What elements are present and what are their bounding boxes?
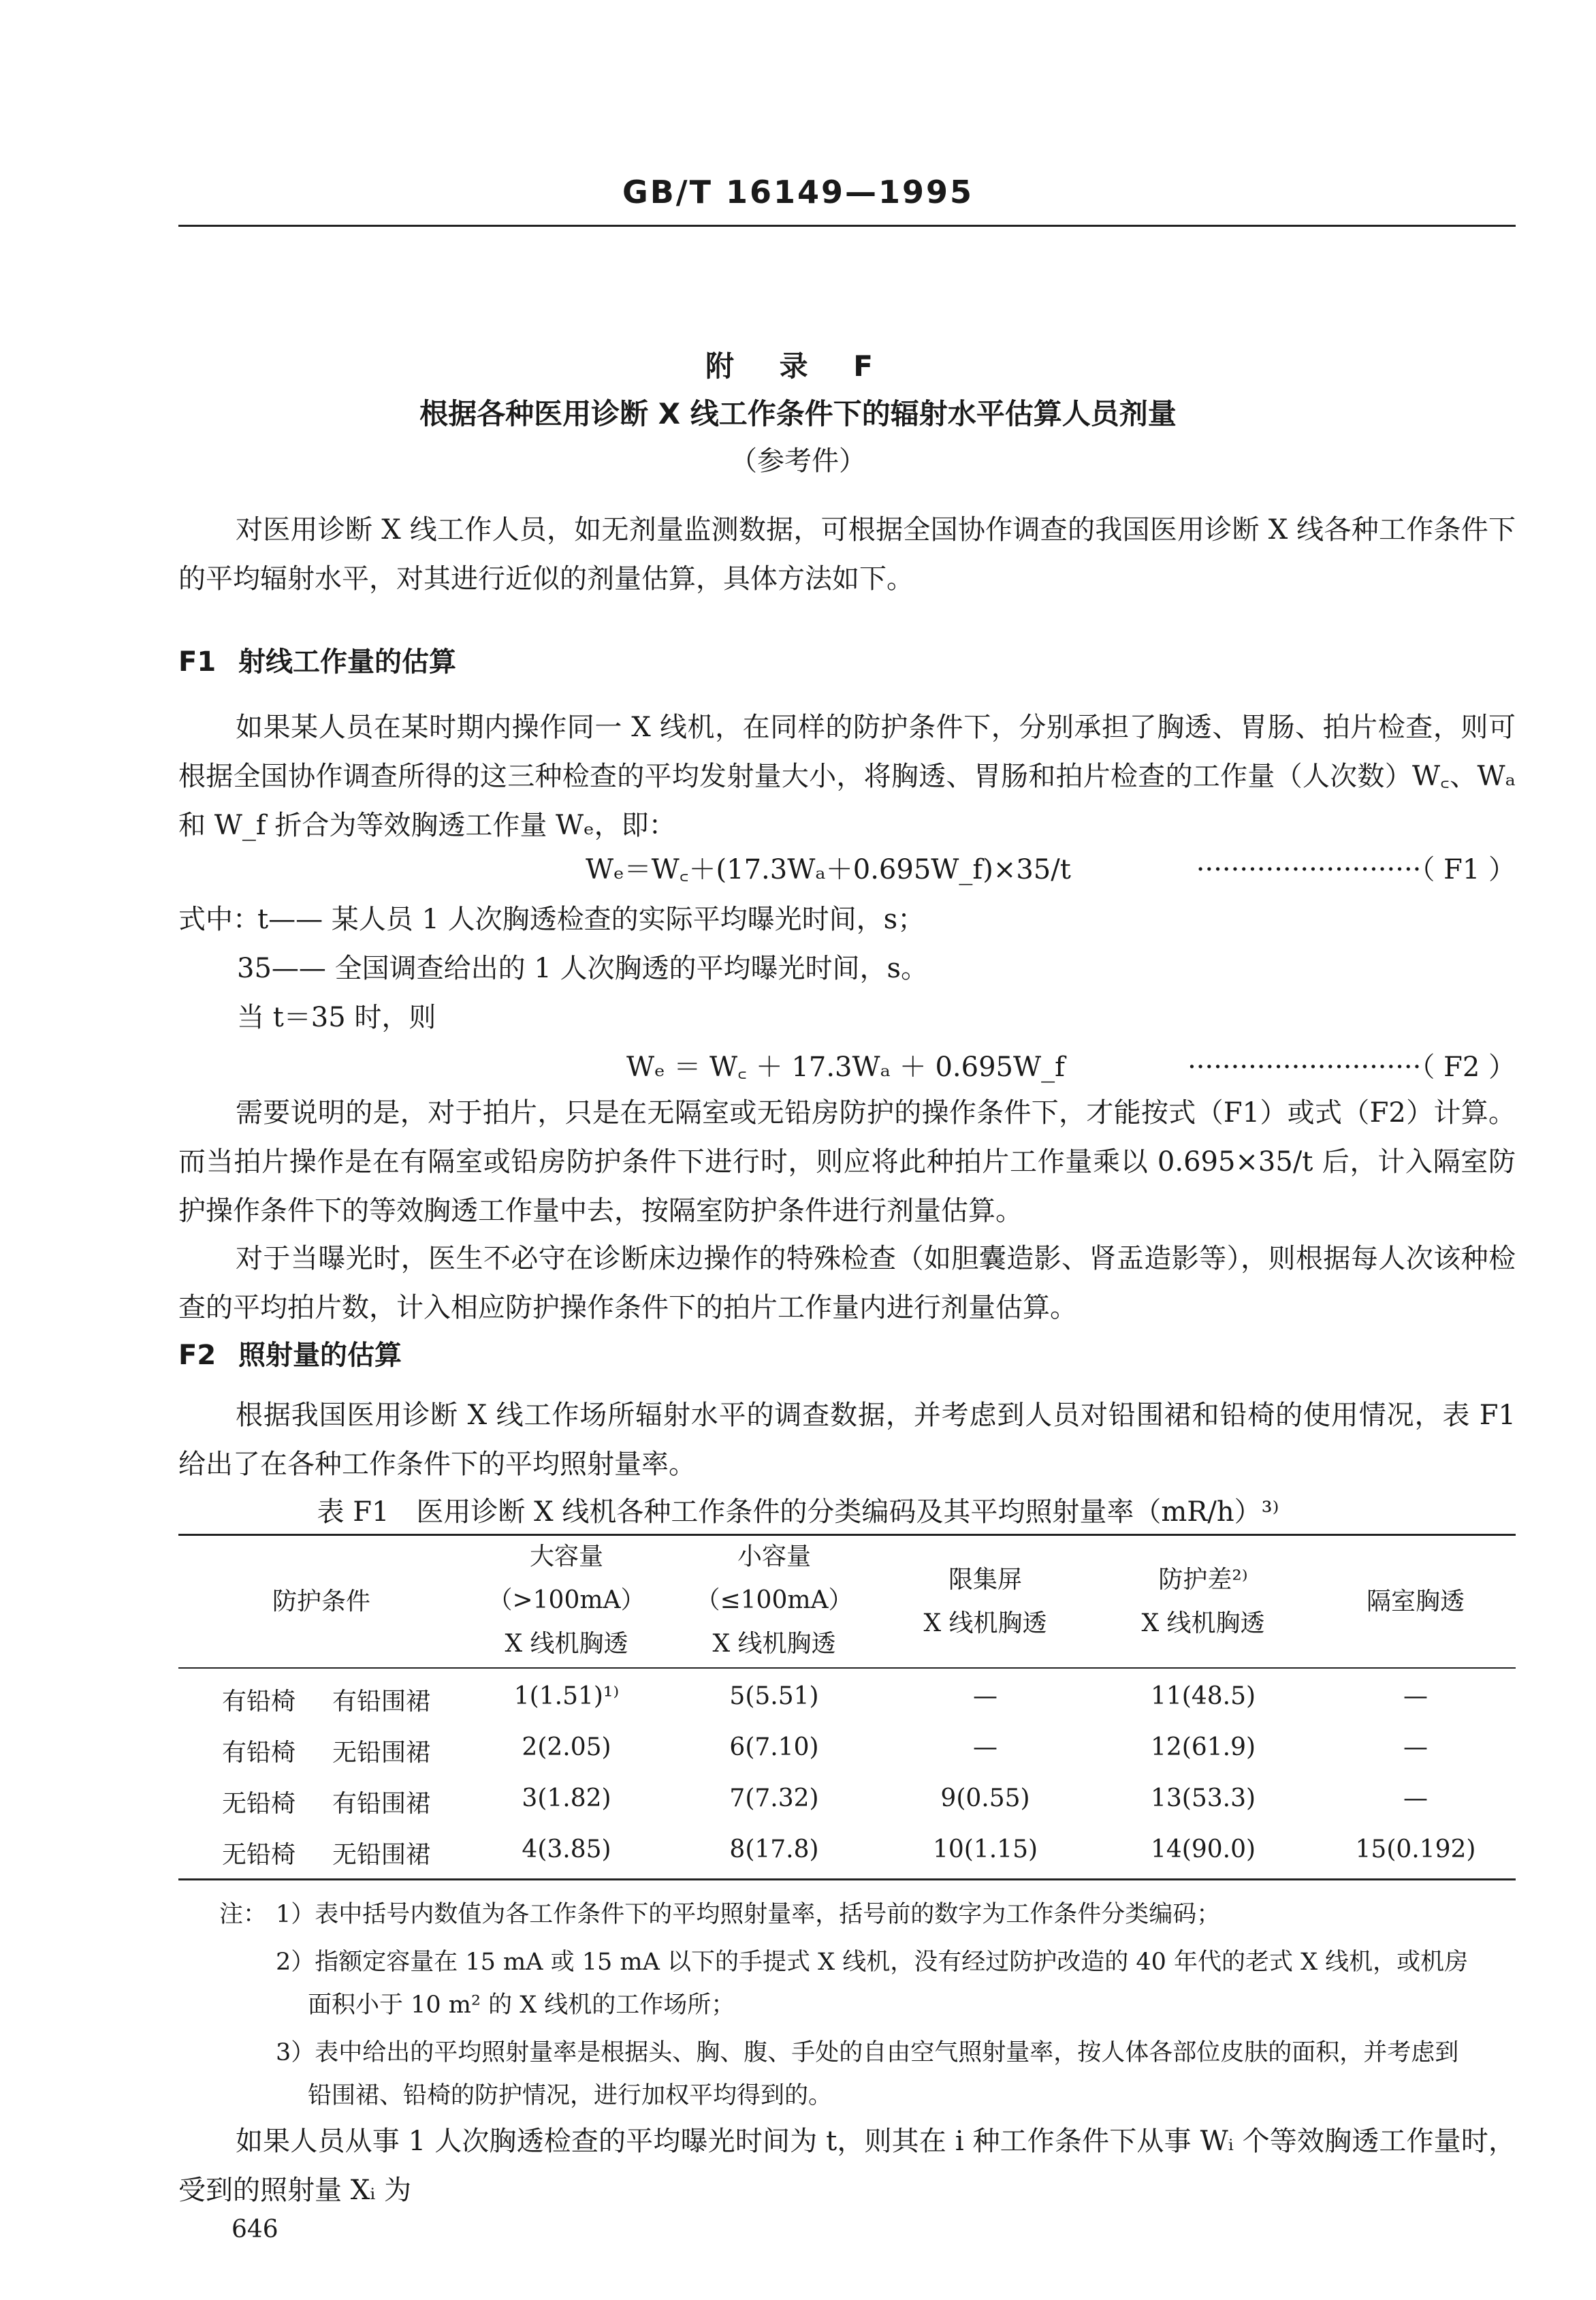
f1-paragraph-3: 对于当曝光时，医生不必守在诊断床边操作的特殊检查（如胆囊造影、肾盂造影等），则根据每人次该种检查的平均拍片数，计入相应防护操作条件下的拍片工作量内进行剂量估算。 [178, 1243, 1516, 1323]
standard-header: GB/T 16149—1995 [622, 174, 974, 210]
intro-paragraph: 对医用诊断 X 线工作人员，如无剂量监测数据，可根据全国协作调查的我国医用诊断 X 线各种工作条件下的平均辐射水平，对其进行近似的剂量估算，具体方法如下。 [178, 514, 1516, 595]
table-caption: 表 F1 医用诊断 X 线机各种工作条件的分类编码及其平均照射量率（mR/h）³⁾ [317, 1496, 1279, 1528]
section-f2-heading [178, 1334, 402, 1372]
note-3-line-1: 3）表中给出的平均照射量率是根据头、胸、腹、手处的自由空气照射量率，按人体各部位皮肤的面积，并考虑到 [276, 2039, 1459, 2066]
formula-f1-body: Wₑ＝W꜀＋(17.3Wₐ＋0.695W_f)×35/t [586, 854, 1071, 885]
header-small-capacity: 小容量 （≤100mA） X 线机胸透 [695, 1543, 853, 1658]
table-header-rule [178, 1667, 1516, 1669]
notes-label: 注： [219, 1901, 268, 1928]
formula-f2 [626, 1045, 1516, 1084]
f1-paragraph-2: 需要说明的是，对于拍片，只是在无隔室或无铅房防护的操作条件下，才能按式（F1）或式（F2）计算。而当拍片操作是在有隔室或铅房防护条件下进行时，则应将此种拍片工作量乘以 0.695×35/t 后，计入隔室防护操作条件下的等效胸透工作量中去，按隔室防护条件进行剂量估算。 [178, 1097, 1516, 1227]
note-3-line-2: 铅围裙、铅椅的防护情况，进行加权平均得到的。 [308, 2082, 833, 2109]
where-35: 35—— 全国调查给出的 1 人次胸透的平均曝光时间，s。 [237, 953, 929, 984]
condition-line: 当 t＝35 时，则 [237, 1002, 436, 1033]
f1-paragraph-1: 如果某人员在某时期内操作同一 X 线机，在同样的防护条件下，分别承担了胸透、胃肠、拍片检查，则可根据全国协作调查所得的这三种检查的平均发射量大小，将胸透、胃肠和拍片检查的工作量（人次数）W꜀、Wₐ 和 W_f 折合为等效胸透工作量 Wₑ，即： [178, 712, 1516, 841]
note-2-line-1: 2）指额定容量在 15 mA 或 15 mA 以下的手提式 X 线机，没有经过防护改造的 40 年代的老式 X 线机，或机房 [276, 1949, 1469, 1976]
section-number: F2 [178, 1340, 217, 1371]
formula-f1 [586, 848, 1516, 887]
note-2-line-2: 面积小于 10 m² 的 X 线机的工作场所； [308, 1991, 735, 2019]
section-number: F1 [178, 646, 217, 678]
note-1: 1）表中括号内数值为各工作条件下的平均照射量率，括号前的数字为工作条件分类编码； [276, 1901, 1221, 1928]
header-protection: 防护条件 [272, 1588, 370, 1616]
header-poor-protection: 防护差²⁾ X 线机胸透 [1141, 1566, 1265, 1637]
where-label: 式中： [178, 904, 260, 935]
page-number: 646 [232, 2216, 278, 2243]
header-large-capacity: 大容量 （>100mA） X 线机胸透 [488, 1543, 645, 1658]
formula-f1-tag: ··························（ F1 ） [1196, 854, 1516, 885]
appendix-type: （参考件） [730, 445, 866, 477]
section-title: 射线工作量的估算 [238, 646, 456, 678]
header-rule [178, 225, 1516, 227]
formula-f2-tag: ···························（ F2 ） [1187, 1052, 1516, 1083]
section-title: 照射量的估算 [238, 1340, 402, 1371]
formula-f2-body: Wₑ ＝ W꜀ ＋ 17.3Wₐ ＋ 0.695W_f [626, 1052, 1065, 1083]
f2-paragraph-1: 根据我国医用诊断 X 线工作场所辐射水平的调查数据，并考虑到人员对铅围裙和铅椅的使用情况，表 F1 给出了在各种工作条件下的平均照射量率。 [178, 1400, 1516, 1480]
header-limited-screen: 限集屏 X 线机胸透 [923, 1566, 1047, 1637]
where-t: t—— 某人员 1 人次胸透检查的实际平均曝光时间，s； [257, 904, 925, 935]
table-bottom-rule [178, 1878, 1516, 1880]
appendix-subtitle: 根据各种医用诊断 X 线工作条件下的辐射水平估算人员剂量 [419, 397, 1177, 430]
document-page: GB/T 16149—1995 附 录 F 根据各种医用诊断 X 线工作条件下的辐射水平估算人员剂量 （参考件） 对医用诊断 X 线工作人员，如无剂量监测数据，可根据全国协作调查的我国医用诊断 X 线各种工作条件下的平均辐射水平，对其进行近似的剂量估算，具体方法如下。 F1 射线工作量的估算 如果某人员在某时期内操作同一 X 线机，在同样的防护条件下，分别承担了胸透、胃肠、拍片检查，则可根据全国协作调查所得的这三种检查的平均发射量大小，将胸透、胃肠和拍片检查的工作量（人次数）W꜀、Wₐ 和 W_f 折合为等效胸透工作量 Wₑ，即： Wₑ＝W꜀＋(17.3Wₐ＋0.695W_f)×35/t ··························（ F1 ） 式中： t—— 某人员 1 人次胸透检查的实际平均曝光时间，s； 35—— 全国调查给出的 1 人次胸透的平均曝光时间，s。 当 t＝35 时，则 Wₑ ＝ W꜀ ＋ 17.3Wₐ ＋ 0.695W_f ···························（ F2 ） 需要说明的是，对于拍片，只是在无隔室或无铅房防护的操作条件下，才能按式（F1）或式（F2）计算。而当拍片操作是在有隔室或铅房防护条件下进行时，则应将此种拍片工作量乘以 0.695×35/t 后，计入隔室防护操作条件下的等效胸透工作量中去，按隔室防护条件进行剂量估算。 对于当曝光时，医生不必守在诊断床边操作的特殊检查（如胆囊造影、肾盂造影等），则根据每人次该种检查的平均拍片数，计入相应防护操作条件下的拍片工作量内进行剂量估算。 F2 照射量的估算 根据我国医用诊断 X 线工作场所辐射水平的调查数据，并考虑到人员对铅围裙和铅椅的使用情况，表 F1 给出了在各种工作条件下的平均照射量率。 表 F1 医用诊断 X 线机各种工作条件的分类编码及其平均照射量率（mR/h）³⁾ 防护条件 大容量 （>100mA） X 线机胸透 小容量 （≤100mA） X 线机胸透 限集屏 X 线机胸透 防护差²⁾ X 线机胸透 隔室胸透 有铅椅 有铅围裙 1(1.51)¹⁾ 5(5.51) — 11(48.5) — 有铅椅 无铅围裙 2(2.05) 6(7.10) — 12(61.9) — 无铅椅 有铅围裙 3(1.82) 7(7.32) 9(0.55) 13(53.3) — 无铅椅 无铅围裙 4(3.85) 8(17.8) 10(1.15) 14(90.0) 15(0.192) 注： 1）表中括号内数值为各工作条件下的平均照射量率，括号前的数字为工作条件分类编码； 2）指额定容量在 15 mA 或 15 mA 以下的手提式 X 线机，没有经过防护改造的 40 年代的老式 X 线机，或机房 面积小于 10 m² 的 X 线机的工作场所； 3）表中给出的平均照射量率是根据头、胸、腹、手处的自由空气照射量率，按人体各部位皮肤的面积，并考虑到 铅围裙、铅椅的防护情况，进行加权平均得到的。 如果人员从事 1 人次胸透检查的平均曝光时间为 t，则其在 i 种工作条件下从事 Wᵢ 个等效胸透工作量时，受到的照射量 Xᵢ 为 646 [0, 0, 1596, 2300]
appendix-title: 附 录 F [705, 349, 891, 383]
final-paragraph: 如果人员从事 1 人次胸透检查的平均曝光时间为 t，则其在 i 种工作条件下从事 Wᵢ 个等效胸透工作量时，受到的照射量 Xᵢ 为 [178, 2126, 1516, 2206]
header-separate-room: 隔室胸透 [1366, 1588, 1465, 1616]
section-f1-heading [178, 640, 456, 679]
